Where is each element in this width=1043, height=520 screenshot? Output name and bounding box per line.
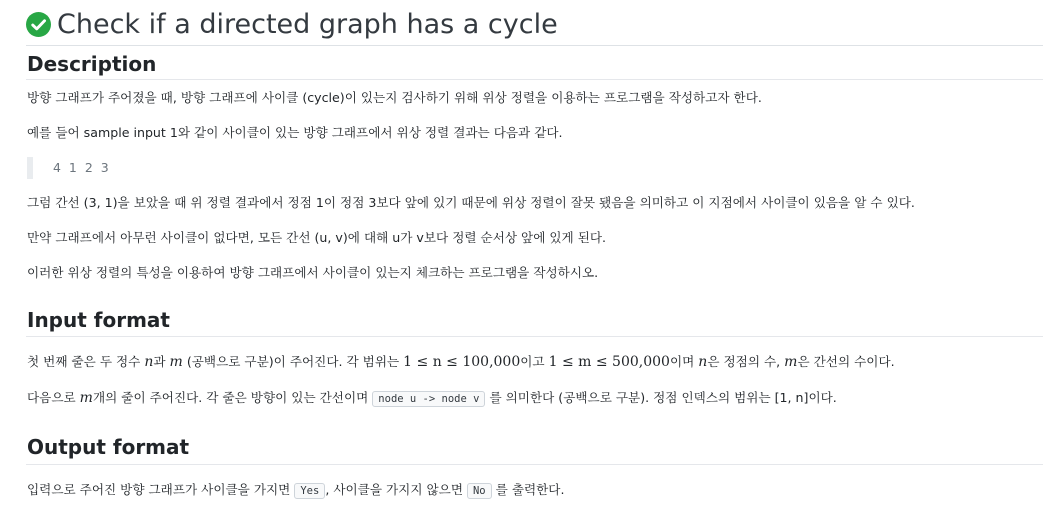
input-format-line: 첫 번째 줄은 두 정수 n과 m (공백으로 구분)이 주어진다. 각 범위는 1 ≤ n ≤ 100,000이고 1 ≤ m ≤ 500,000이며 n은 정점의 수, m은 간선의 수이다. — [27, 354, 895, 370]
check-circle-icon — [26, 12, 51, 37]
divider — [26, 79, 1043, 80]
edge-format-code: node u -> node v — [372, 391, 485, 407]
description-paragraph: 예를 들어 sample input 1와 같이 사이클이 있는 방향 그래프에서 위상 정렬 결과는 다음과 같다. — [27, 125, 563, 140]
problem-header — [26, 4, 1043, 46]
page-title: Check if a directed graph has a cycle — [57, 8, 558, 40]
math-range: 1 ≤ m ≤ 500,000 — [548, 354, 670, 370]
description-paragraph: 만약 그래프에서 아무런 사이클이 없다면, 모든 간선 (u, v)에 대해 u가 v보다 정렬 순서상 앞에 있게 된다. — [27, 230, 607, 245]
math-range: 1 ≤ n ≤ 100,000 — [403, 354, 521, 370]
math-var: n — [698, 354, 708, 370]
math-var: m — [79, 390, 93, 406]
math-var: m — [784, 354, 798, 370]
input-format-heading: Input format — [27, 308, 170, 332]
description-paragraph: 방향 그래프가 주어졌을 때, 방향 그래프에 사이클 (cycle)이 있는지 검사하기 위해 위상 정렬을 이용하는 프로그램을 작성하고자 한다. — [27, 90, 762, 105]
math-var: n — [144, 354, 154, 370]
description-heading: Description — [27, 52, 157, 76]
sample-sort-result: 4 1 2 3 — [27, 157, 353, 179]
input-format-line: 다음으로 m개의 줄이 주어진다. 각 줄은 방향이 있는 간선이며 node u -> node v 를 의미한다 (공백으로 구분). 정점 인덱스의 범위는 [1, n]이다. — [27, 390, 837, 406]
description-paragraph: 이러한 위상 정렬의 특성을 이용하여 방향 그래프에서 사이클이 있는지 체크하는 프로그램을 작성하시오. — [27, 265, 599, 280]
divider — [26, 464, 1043, 465]
divider — [26, 336, 1043, 337]
output-format-heading: Output format — [27, 435, 190, 459]
output-format-line: 입력으로 주어진 방향 그래프가 사이클을 가지면 Yes , 사이클을 가지지 않으면 No 를 출력한다. — [27, 482, 565, 497]
yes-code: Yes — [294, 483, 325, 499]
description-paragraph: 그럼 간선 (3, 1)을 보았을 때 위 정렬 결과에서 정점 1이 정점 3보다 앞에 있기 때문에 위상 정렬이 잘못 됐음을 의미하고 이 지점에서 사이클이 있음을 알 수 있다. — [27, 195, 915, 210]
math-var: m — [169, 354, 183, 370]
no-code: No — [467, 483, 492, 499]
